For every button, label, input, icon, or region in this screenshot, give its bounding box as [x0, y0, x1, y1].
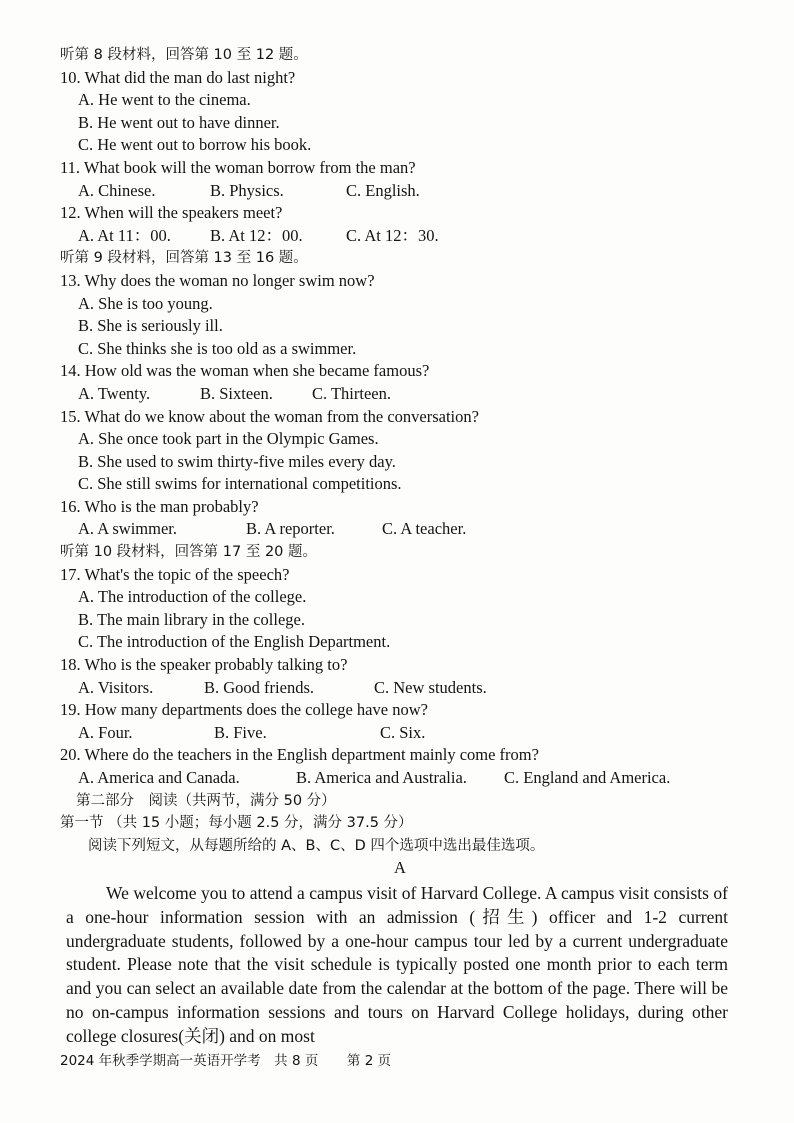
- option-c: C. English.: [346, 180, 420, 200]
- option-line: C. She thinks she is too old as a swimmer.: [78, 338, 357, 358]
- option-c: C. Thirteen.: [312, 383, 391, 403]
- question-line: 19. How many departments does the college have now?: [60, 700, 428, 720]
- passage-label: A: [394, 858, 406, 878]
- option-c: C. A teacher.: [382, 519, 467, 539]
- question-line: 14. How old was the woman when she became famous?: [60, 361, 430, 381]
- footer-exam-info: 2024 年秋季学期高一英语开学考 共 8 页: [60, 1053, 319, 1069]
- option-line: B. The main library in the college.: [78, 609, 305, 629]
- option-b: B. A reporter.: [246, 519, 335, 539]
- option-c: C. New students.: [374, 677, 487, 697]
- option-b: B. Good friends.: [204, 677, 314, 697]
- option-b: B. America and Australia.: [296, 768, 467, 787]
- option-a: A. Four.: [78, 722, 133, 742]
- option-line: B. He went out to have dinner.: [78, 112, 280, 132]
- option-b: B. Sixteen.: [200, 383, 273, 403]
- option-line: A. She once took part in the Olympic Games.: [78, 429, 379, 449]
- option-a: A. Chinese.: [78, 180, 156, 200]
- option-line: C. She still swims for international competitions.: [78, 474, 402, 494]
- exam-content: [60, 44, 740, 1049]
- question-line: 17. What's the topic of the speech?: [60, 564, 290, 584]
- page-footer: [60, 1049, 391, 1069]
- question-line: 13. Why does the woman no longer swim now?: [60, 270, 375, 290]
- option-row: [60, 518, 740, 541]
- option-row: [60, 225, 740, 248]
- question-line: 20. Where do the teachers in the English department mainly come from?: [60, 745, 539, 765]
- option-line: C. He went out to borrow his book.: [78, 135, 312, 155]
- option-row: [60, 767, 740, 790]
- section-instruction: 听第 10 段材料，回答第 17 至 20 题。: [60, 544, 318, 561]
- passage-paragraph: We welcome you to attend a campus visit of Harvard College. A campus visit consists of a one-hour information session with an admission (招生) officer and 1-2 current undergraduate students, followed by a one-hour campus tour led by a current undergraduate student. Please note that the visit schedule is typically posted one month prior to each term and you can select an available date from the calendar at the bottom of the page. There will be no on-campus information sessions and tours on Harvard College holidays, during other college closures(关闭) and on most: [66, 882, 728, 1046]
- option-line: B. She used to swim thirty-five miles every day.: [78, 451, 396, 471]
- option-a: A. Twenty.: [78, 383, 151, 403]
- option-row: [60, 722, 740, 745]
- option-row: [60, 677, 740, 700]
- option-c: C. Six.: [380, 722, 426, 742]
- question-line: 10. What did the man do last night?: [60, 67, 296, 87]
- option-b: B. Five.: [214, 722, 267, 742]
- option-b: B. Physics.: [210, 180, 284, 200]
- option-a: A. A swimmer.: [78, 519, 178, 539]
- option-row: [60, 383, 740, 406]
- section-instruction: 听第 9 段材料，回答第 13 至 16 题。: [60, 250, 308, 267]
- option-line: A. She is too young.: [78, 293, 213, 313]
- question-line: 11. What book will the woman borrow from the man?: [60, 157, 416, 177]
- reading-passage-a: [60, 882, 740, 1049]
- option-a: A. At 11：00.: [78, 225, 171, 245]
- option-a: A. America and Canada.: [78, 768, 240, 787]
- option-row: [60, 180, 740, 203]
- section-instruction: 第一节 （共 15 小题；每小题 2.5 分，满分 37.5 分）: [60, 815, 413, 832]
- question-line: 16. Who is the man probably?: [60, 496, 259, 516]
- option-c: C. England and America.: [504, 768, 671, 787]
- footer-page-number: 第 2 页: [346, 1053, 392, 1069]
- question-line: 12. When will the speakers meet?: [60, 203, 283, 223]
- section-instruction: 阅读下列短文，从每题所给的 A、B、C、D 四个选项中选出最佳选项。: [88, 837, 545, 854]
- question-line: 15. What do we know about the woman from the conversation?: [60, 406, 479, 426]
- option-line: C. The introduction of the English Department.: [78, 632, 391, 652]
- option-b: B. At 12：00.: [210, 225, 303, 245]
- section-instruction: 第二部分 阅读（共两节，满分 50 分）: [76, 792, 336, 809]
- option-c: C. At 12：30.: [346, 225, 439, 245]
- option-line: A. The introduction of the college.: [78, 587, 307, 607]
- option-line: B. She is seriously ill.: [78, 316, 223, 336]
- option-line: A. He went to the cinema.: [78, 90, 251, 110]
- option-a: A. Visitors.: [78, 677, 154, 697]
- question-line: 18. Who is the speaker probably talking to?: [60, 655, 348, 675]
- section-instruction: 听第 8 段材料，回答第 10 至 12 题。: [60, 47, 308, 63]
